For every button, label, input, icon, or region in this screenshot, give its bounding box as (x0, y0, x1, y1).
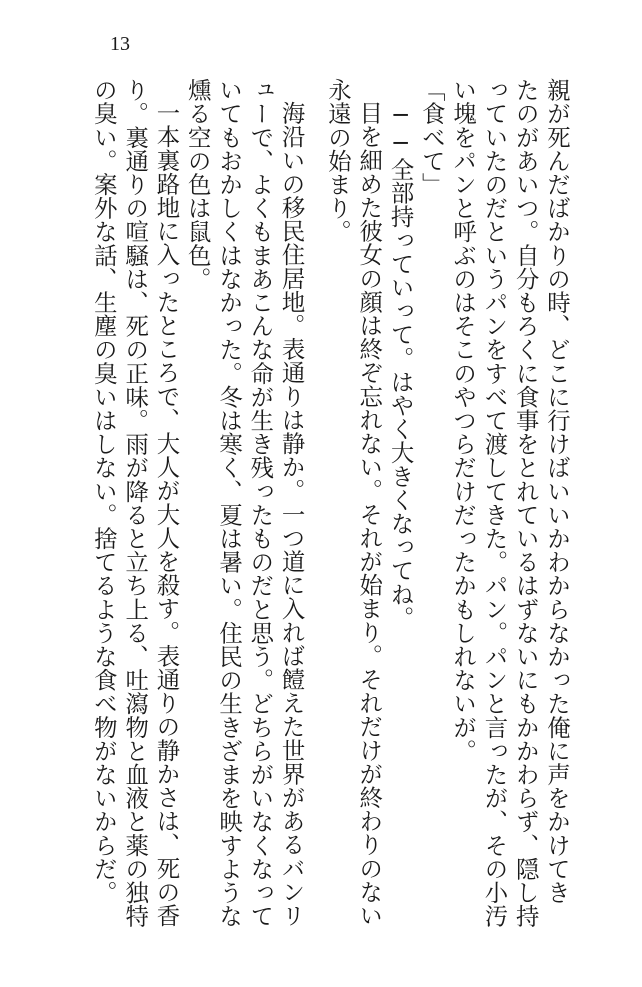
text-line: たのがあいつ。自分もろくに食事をとれているはずないにもかかわらず、隠し持 (511, 78, 540, 928)
paragraph-break (307, 78, 322, 923)
text-line: いてもおかしくはなかった。冬は寒く、夏は暑い。住民の生きざまを映すような (215, 78, 244, 928)
text-line: 永遠の始まり。 (323, 78, 352, 244)
text-line: の臭い。案外な話、生塵の臭いはしない。捨てるような食べ物がないからだ。 (89, 78, 118, 904)
text-line: ──全部持っていって。はやく大きくなってね。 (386, 101, 415, 630)
body-text (88, 78, 572, 928)
text-line: 一本裏路地に入ったところで、大人が大人を殺す。表通りの静かさは、死の香 (152, 101, 181, 928)
text-line: っていたのだというパンをすべて渡してきた。パン。パンと言ったが、その小汚 (480, 78, 509, 928)
page-number: 13 (110, 33, 130, 55)
text-line: 海沿いの移民住居地。表通りは静か。一つ道に入れば饐えた世界があるバンリ (277, 101, 306, 928)
text-line: ューで、よくもまあこんな命が生き残ったものだと思う。どちらがいなくなって (246, 78, 275, 928)
text-line: 目を細めた彼女の顔は終ぞ忘れない。それが始まり。それだけが終わりのない (355, 101, 384, 928)
text-line: 「食べて」 (417, 78, 446, 196)
text-line: 燻る空の色は鼠色。 (183, 78, 212, 291)
text-line: い塊をパンと呼ぶのはそこのやつらだけだったかもしれないが。 (449, 78, 478, 763)
text-line: 親が死んだばかりの時、どこに行けばいいかわからなかった俺に声をかけてき (543, 78, 571, 904)
text-line: り。裏通りの喧騒は、死の正味。雨が降ると立ち上る、吐瀉物と血液と薬の独特 (121, 78, 150, 928)
